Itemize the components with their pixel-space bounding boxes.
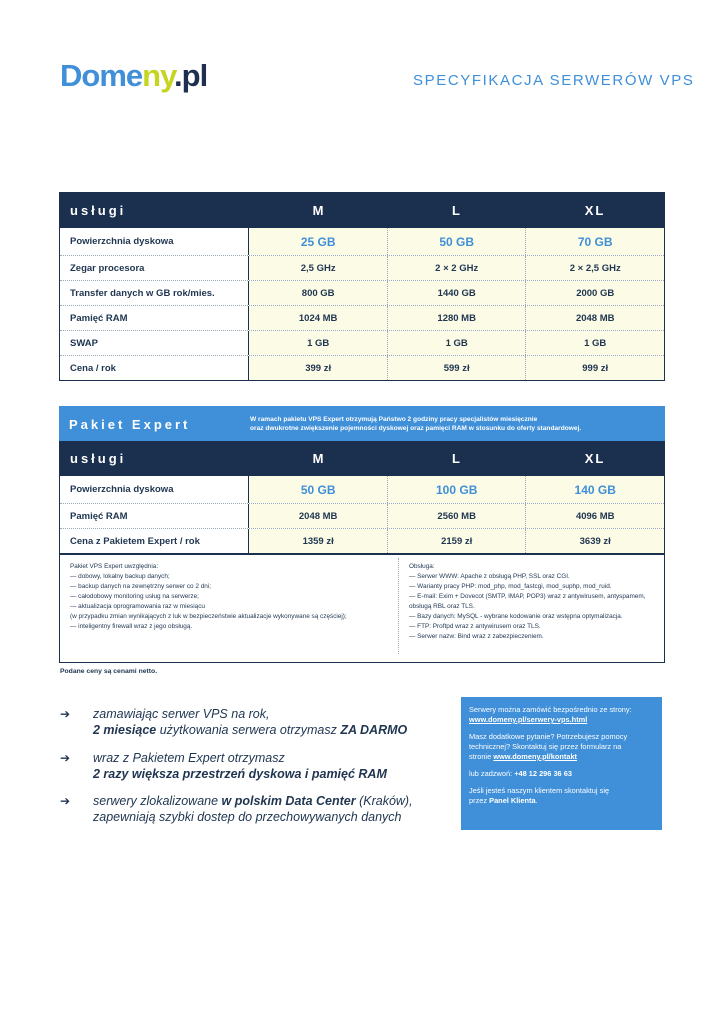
table-row: Cena / rok 399 zł 599 zł 999 zł — [60, 356, 664, 380]
bullet-data-center: ➔ serwery zlokalizowane w polskim Data Center (Kraków), zapewniają szybki dostep do przechowywanych danych — [60, 794, 413, 824]
table-row: Powierzchnia dyskowa 50 GB 100 GB 140 GB — [60, 476, 664, 504]
header-services: usługi — [70, 451, 127, 466]
phone-number[interactable]: +48 12 296 36 63 — [514, 769, 572, 778]
header-xl: XL — [584, 203, 606, 218]
arrow-icon: ➔ — [60, 794, 71, 808]
arrow-icon: ➔ — [60, 707, 71, 721]
table-header — [60, 193, 664, 228]
table-row: SWAP 1 GB 1 GB 1 GB — [60, 331, 664, 356]
table-row: Pamięć RAM 2048 MB 2560 MB 4096 MB — [60, 504, 664, 529]
header-services: usługi — [70, 203, 127, 218]
expert-description: W ramach pakietu VPS Expert otrzymują Państwo 2 godziny pracy specjalistów miesięcznie oraz dwukrotne zwiększenie pojemności dyskowej oraz pamięci RAM w stosunku do oferty standardowej. — [250, 416, 582, 432]
arrow-icon: ➔ — [60, 751, 71, 765]
support-list: Obsługa: — Serwer WWW: Apache z obsługą PHP, SSL oraz CGI. — Warianty pracy PHP: mod_php, mod_fastcgi, mod_suphp, mod_ruid. — E-mail: Exim + Dovecot (SMTP, IMAP, POP3) wraz z antywirusem, antyspamem, obsługą RBL oraz TLS. — Bazy danych: MySQL - wybrane kodowanie oraz wstępna optymalizacja. — FTP: Proftpd wraz z antywirusem oraz TLS. — Serwer nazw: Bind wraz z zabezpieczeniem. — [398, 558, 669, 654]
bullet-free-months: ➔ zamawiając serwer VPS na rok, 2 miesiące użytkowania serwera otrzymasz ZA DARMO — [60, 707, 408, 737]
header-m: M — [312, 451, 326, 466]
client-panel-link[interactable]: Panel Klienta — [489, 796, 536, 805]
vps-order-link[interactable]: www.domeny.pl/serwery-vps.html — [469, 715, 588, 724]
page-title: SPECYFIKACJA SERWERÓW VPS — [413, 72, 695, 89]
table-row: Transfer danych w GB rok/mies. 800 GB 1440 GB 2000 GB — [60, 281, 664, 306]
bullet-double-space: ➔ wraz z Pakietem Expert otrzymasz 2 razy większa przestrzeń dyskowa i pamięć RAM — [60, 751, 387, 781]
expert-package-banner — [59, 406, 665, 441]
expert-title: Pakiet Expert — [69, 417, 191, 432]
table-row: Cena z Pakietem Expert / rok 1359 zł 2159 zł 3639 zł — [60, 529, 664, 554]
expert-spec-table — [59, 441, 665, 555]
table-header — [60, 441, 664, 476]
domeny-logo[interactable]: Domeny.pl — [60, 58, 208, 93]
net-price-note: Podane ceny są cenami netto. — [60, 668, 158, 675]
header-m: M — [312, 203, 326, 218]
header-xl: XL — [584, 451, 606, 466]
expert-notes-box — [59, 553, 665, 663]
table-row: Pamięć RAM 1024 MB 1280 MB 2048 MB — [60, 306, 664, 331]
contact-box: Serwery można zamówić bezpośrednio ze strony: www.domeny.pl/serwery-vps.html Masz dodatkowe pytanie? Potrzebujesz pomocy technicznej? Skontaktuj się przez formularz na stronie www.domeny.pl/kontakt lub zadzwoń: +48 12 296 36 63 Jeśli jesteś naszym klientem skontaktuj się przez Panel Klienta. — [461, 697, 662, 830]
table-row: Powierzchnia dyskowa 25 GB 50 GB 70 GB — [60, 228, 664, 256]
vps-spec-table — [59, 192, 665, 381]
header-l: L — [452, 203, 462, 218]
header-l: L — [452, 451, 462, 466]
contact-form-link[interactable]: www.domeny.pl/kontakt — [493, 752, 578, 761]
expert-includes-list: Pakiet VPS Expert uwzględnia: — dobowy, lokalny backup danych; — backup danych na zewnętrzny serwer co 2 dni; — całodobowy monitoring usług na serwerze; — aktualizacja oprogramowania raz w miesiącu (w przypadku zmian wynikających z luk w bezpieczeństwie aktualizacje wykonywane są częściej); — inteligentny firewall wraz z jego obsługą. — [70, 563, 347, 630]
table-row: Zegar procesora 2,5 GHz 2 × 2 GHz 2 × 2,5 GHz — [60, 256, 664, 281]
